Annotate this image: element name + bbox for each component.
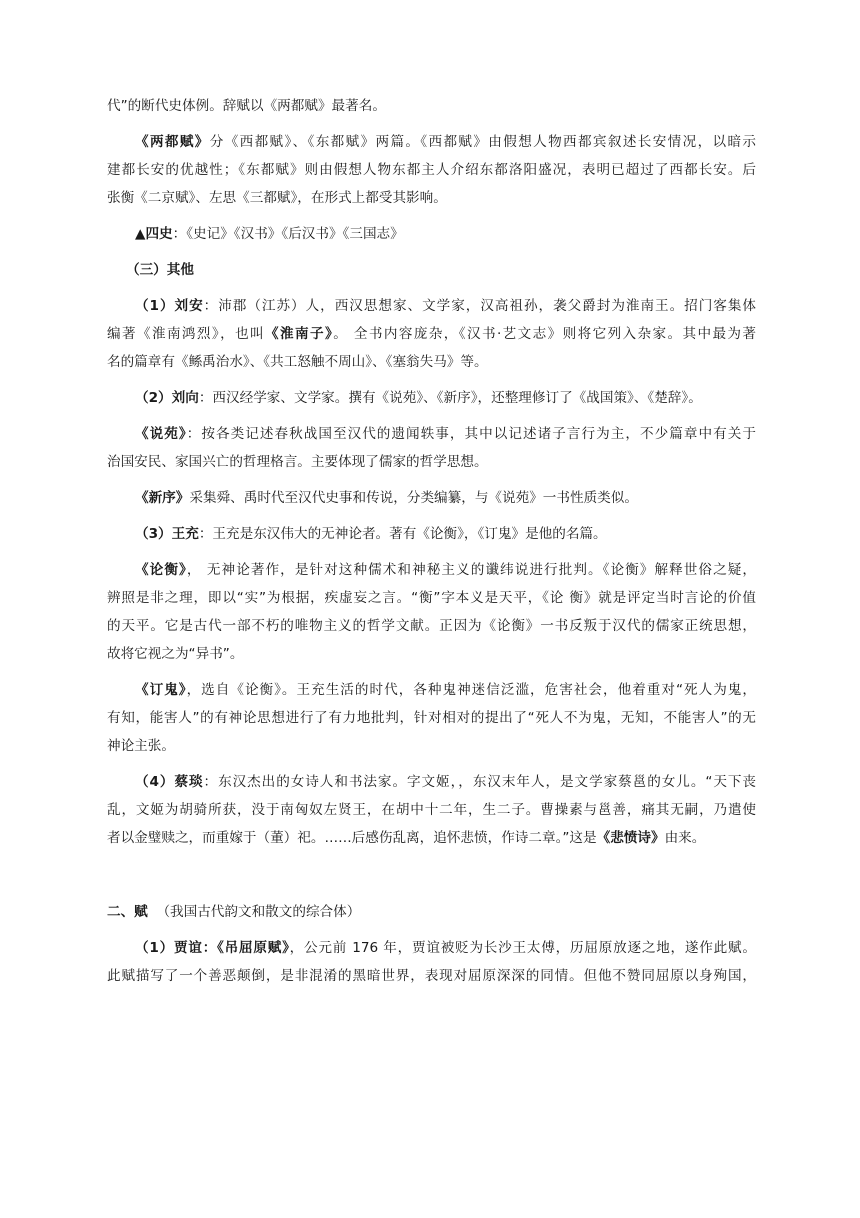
text-line: [107, 156, 756, 184]
text-line: [107, 824, 756, 852]
text: 乱，文姬为胡骑所获，没于南匈奴左贤王，在胡中十二年，生二子。曹操素与邕善，痛其无嗣，乃遣使: [107, 802, 756, 818]
text-line: [107, 448, 756, 476]
text-line: [107, 796, 756, 824]
text: 。 全书内容庞杂，《汉书·艺文志》则将它列入杂家。其中最为著: [333, 326, 756, 342]
heading-note: （我国古代韵文和散文的综合体）: [156, 904, 361, 920]
text-line: [107, 184, 756, 212]
term-bold: （1）刘安: [135, 298, 204, 314]
term-bold: 《吊屈原赋》: [217, 940, 290, 956]
text: ，公元前 176 年，贾谊被贬为长沙王太傅，历屈原放逐之地，遂作此赋。: [289, 940, 756, 956]
text-line: [107, 128, 756, 156]
text: 者以金璧赎之，而重嫁于（董）祀。……后感伤乱离，追怀悲愤，作诗二章。”这是: [107, 830, 597, 846]
text: 建都长安的优越性；《东都赋》则由假想人物东都主人介绍东都洛阳盛况，表明已超过了西都长安。后: [107, 162, 756, 178]
term-bold: 《两都赋》: [135, 134, 210, 150]
text: 治国安民、家国兴亡的哲理格言。主要体现了儒家的哲学思想。: [107, 454, 488, 470]
text: 编著《淮南鸿烈》，也叫: [107, 326, 266, 342]
text-line: [107, 484, 756, 512]
text: 名的篇章有《鲧禹治水》、《共工怒触不周山》、《塞翁失马》等。: [107, 354, 488, 370]
section-heading: [107, 898, 756, 926]
term-bold: （3）王充: [135, 526, 199, 542]
text: 采集舜、禹时代至汉代史事和传说，分类编纂，与《说苑》一书性质类似。: [189, 490, 638, 506]
text: ：西汉经学家、文学家。撰有《说苑》、《新序》，还整理修订了《战国策》、《楚辞》。: [198, 390, 702, 406]
text-line: [107, 584, 756, 612]
text: ：王充是东汉伟大的无神论者。著有《论衡》，《订鬼》是他的名篇。: [198, 526, 607, 542]
term-bold: 《订鬼》: [135, 682, 187, 698]
term-bold: 《悲愤诗》: [596, 830, 665, 846]
text: 此赋描写了一个善恶颠倒，是非混淆的黑暗世界，表现对屈原深深的同情。但他不赞同屈原以身殉国，: [107, 968, 756, 984]
heading-text: 二、赋: [107, 904, 148, 920]
text-line: [107, 556, 756, 584]
text-line: [107, 420, 756, 448]
text: 的天平。它是古代一部不朽的唯物主义的哲学文献。正因为《论衡》一书反叛于汉代的儒家正统思想，: [107, 618, 756, 634]
text: 由来。: [664, 830, 706, 846]
text-line: [107, 768, 756, 796]
term-bold: 《新序》: [135, 490, 190, 506]
text: ：沛郡（江苏）人，西汉思想家、文学家，汉高祖孙，袭父爵封为淮南王。招门客集体: [203, 298, 756, 314]
text-line: [107, 962, 756, 990]
text: ：《史记》《汉书》《后汉书》《三国志》: [172, 226, 404, 242]
text-line: [107, 320, 756, 348]
text: 辨照是非之理，即以“实”为根据，疾虚妄之言。“衡”字本义是天平，《论 衡》就是评定当时言论的价值: [107, 590, 756, 606]
text: 有知，能害人”的有神论思想进行了有力地批判，针对相对的提出了“死人不为鬼，无知，不能害人”的无: [107, 710, 756, 726]
text-line: [107, 292, 756, 320]
text-line: [107, 92, 756, 120]
text: 张衡《二京赋》、左思《三都赋》，在形式上都受其影响。: [107, 190, 447, 206]
section-heading: [107, 256, 756, 284]
text-line: [107, 732, 756, 760]
term-bold: 《淮南子》: [265, 326, 334, 342]
text: 分《西都赋》、《东都赋》两篇。《西都赋》由假想人物西都宾叙述长安情况，以暗示: [209, 134, 756, 150]
term-bold: ▲四史: [135, 226, 173, 242]
text: ：按各类记述春秋战国至汉代的遗闻轶事，其中以记述诸子言行为主，不少篇章中有关于: [186, 426, 756, 442]
term-bold: 《说苑》: [135, 426, 187, 442]
text-line: [107, 384, 756, 412]
text: ：东汉杰出的女诗人和书法家。字文姬，，东汉末年人，是文学家蔡邕的女儿。“天下丧: [203, 774, 756, 790]
term-bold: （4）蔡琰: [135, 774, 204, 790]
text-line: [107, 640, 756, 668]
text-line: [107, 348, 756, 376]
text: 神论主张。: [107, 738, 175, 754]
text: ， 无神论著作，是针对这种儒术和神秘主义的谶纬说进行批判。《论衡》解释世俗之疑，: [186, 562, 756, 578]
term-bold: 《论衡》: [135, 562, 187, 578]
heading-text: （三）其他: [126, 262, 194, 278]
text: 代”的断代史体例。辞赋以《两都赋》最著名。: [107, 98, 386, 114]
text-line: [107, 612, 756, 640]
text-line: [107, 220, 756, 248]
term-bold: （2）刘向: [135, 390, 199, 406]
text-line: [107, 520, 756, 548]
term-bold: （1）贾谊：: [135, 940, 218, 956]
text-line: [107, 704, 756, 732]
text: ，选自《论衡》。王充生活的时代，各种鬼神迷信泛滥，危害社会，他着重对“死人为鬼，: [186, 682, 756, 698]
text: 故将它视之为“异书”。: [107, 646, 244, 662]
text-line: [107, 934, 756, 962]
text-line: [107, 676, 756, 704]
